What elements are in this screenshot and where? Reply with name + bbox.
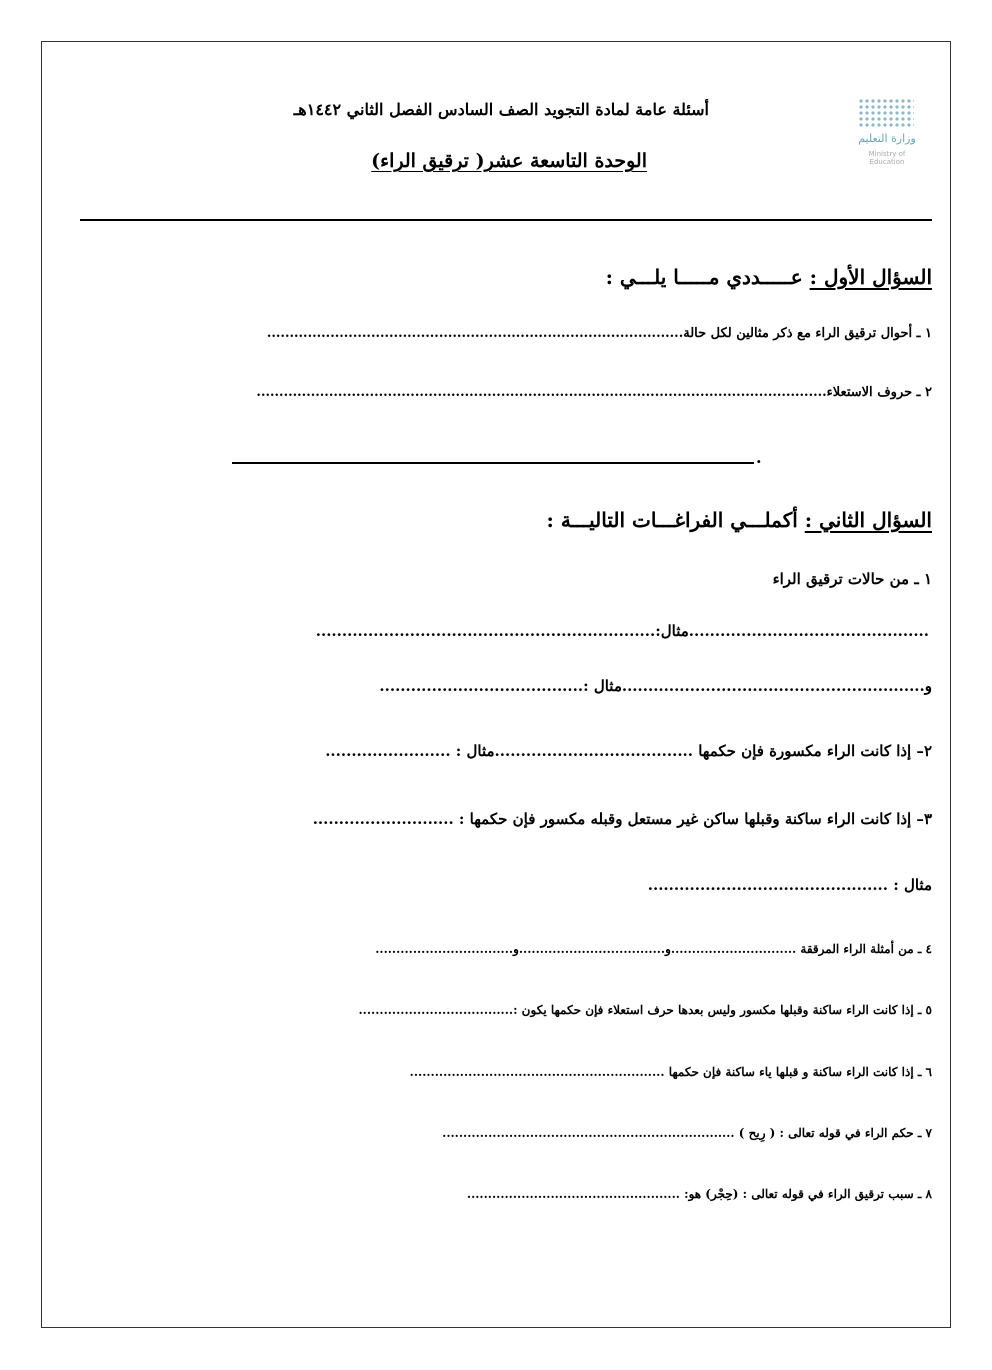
- header-divider: [80, 219, 932, 221]
- q2-item-2: ٢– إذا كانت الراء مكسورة فإن حكمها ......................................مثال : ........................: [325, 742, 932, 760]
- logo-text: وزارة التعليم: [858, 132, 916, 145]
- q2-instruction: أكملـــي الفراغـــات التاليـــة :: [546, 508, 805, 532]
- q1-instruction: عـــــددي مـــــا يلـــي :: [605, 265, 810, 289]
- q2-heading: [546, 508, 932, 532]
- q2-item-1-line-1: ..............................................مثال:.................................................................: [315, 622, 929, 640]
- q1-item-2: ٢ ـ حروف الاستعلاء..............................................................................................................................: [256, 385, 932, 400]
- logo-subtext: Ministry of Education: [868, 150, 906, 166]
- q1-item-1: ١ ـ أحوال ترقيق الراء مع ذكر مثالين لكل حالة............................................................................................: [266, 326, 932, 341]
- unit-title: الوحدة التاسعة عشر( ترقيق الراء): [371, 150, 647, 172]
- q2-label: السؤال الثاني :: [804, 508, 932, 532]
- q2-item-3-example: مثال : ..............................................: [647, 876, 932, 894]
- q2-item-7: ٧ ـ حكم الراء في قوله تعالى : ( رِيح ) ......................................................................: [442, 1126, 932, 1140]
- q2-item-8: ٨ ـ سبب ترقيق الراء في قوله تعالى : (حِجْر) هو: ...................................................: [466, 1187, 932, 1201]
- q2-item-3: ٣– إذا كانت الراء ساكنة وقبلها ساكن غير مستعل وقبله مكسور فإن حكمها : ...........................: [312, 810, 932, 828]
- q2-item-1-line-2: و..........................................................مثال :.......................................: [379, 677, 932, 695]
- q2-item-5: ٥ ـ إذا كانت الراء ساكنة وقبلها مكسور وليس بعدها حرف استعلاء فإن حكمها يكون :.....................................: [358, 1003, 932, 1017]
- q1-heading: [606, 265, 932, 289]
- ministry-logo: [852, 98, 922, 168]
- logo-dots-icon: [858, 98, 914, 128]
- q1-label: السؤال الأول :: [809, 265, 932, 289]
- q2-item-4: ٤ ـ من أمثلة الراء المرققة ..............................و...................................و.................................: [375, 942, 932, 956]
- q1-divider: [232, 462, 754, 464]
- q2-item-6: ٦ ـ إذا كانت الراء ساكنة و قبلها ياء ساكنة فإن حكمها .............................................................: [409, 1065, 932, 1079]
- q2-item-1-title: ١ ـ من حالات ترقيق الراء: [772, 570, 932, 588]
- page-title: أسئلة عامة لمادة التجويد الصف السادس الفصل الثاني ١٤٤٢هـ: [293, 100, 709, 119]
- q1-end-mark: .: [756, 448, 762, 467]
